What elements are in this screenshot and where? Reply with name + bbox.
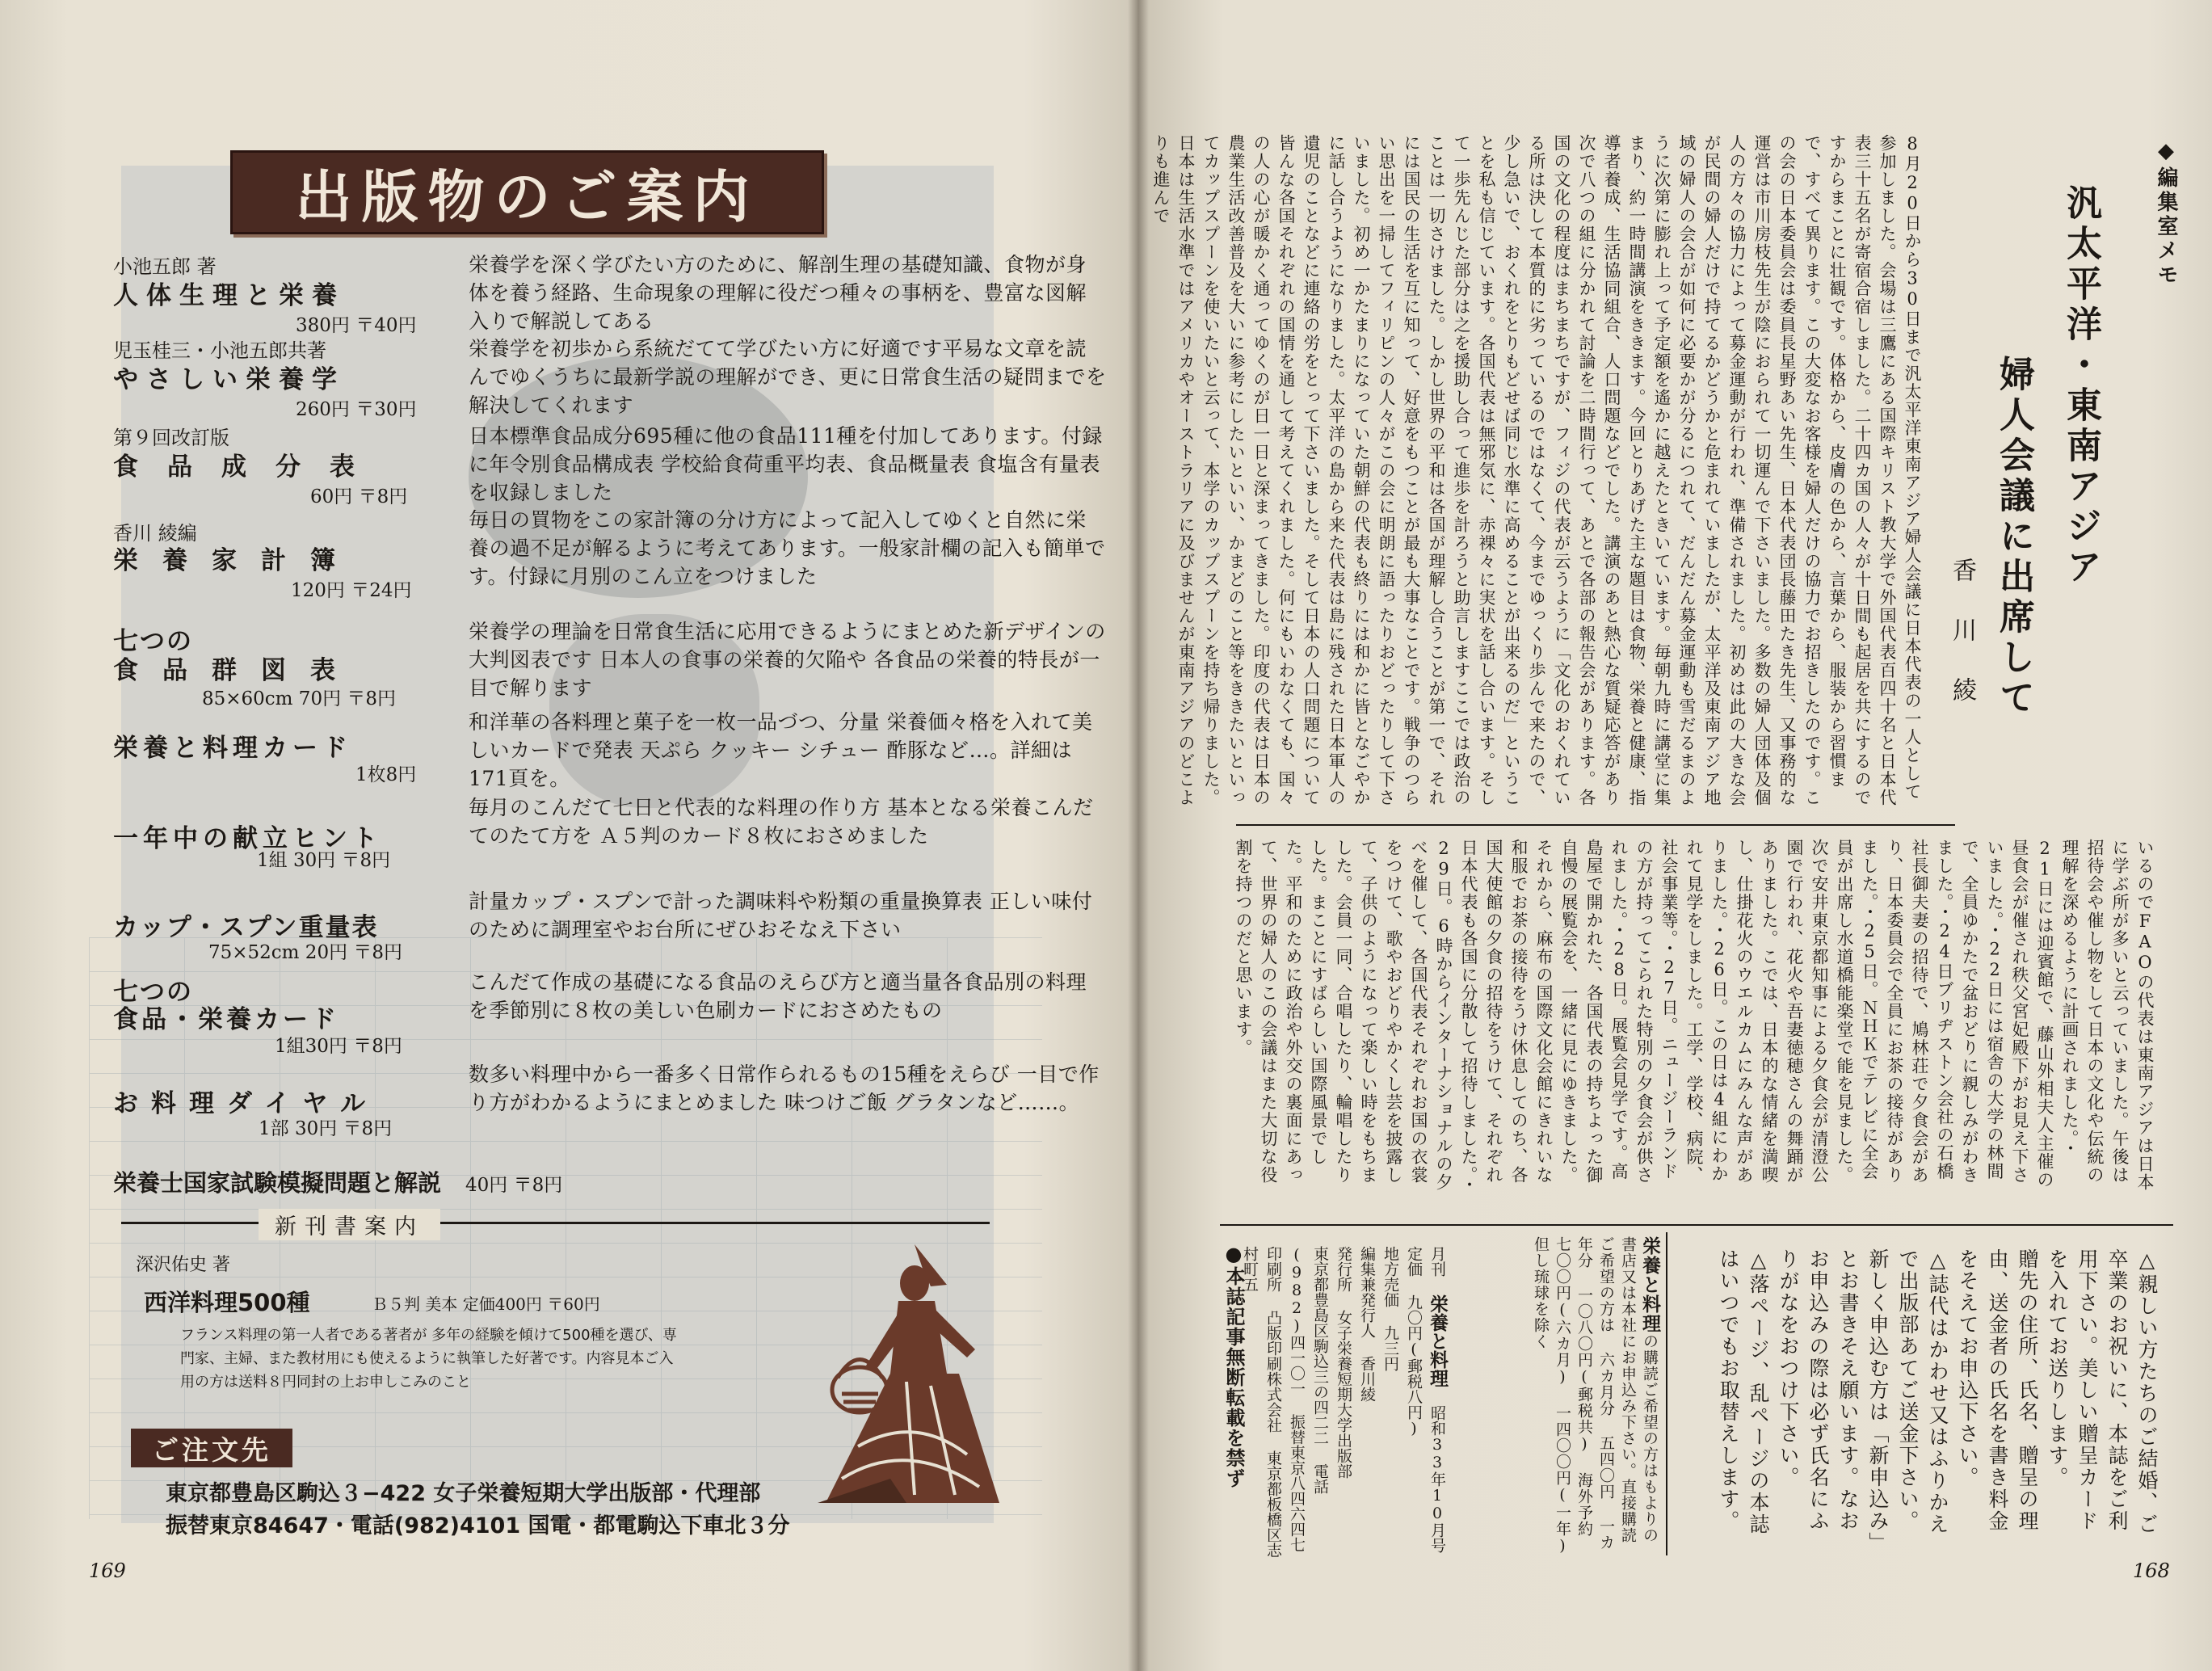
colophon <box>1241 1246 1449 1561</box>
article-author: 香川綾 <box>1948 558 1976 737</box>
colophon-price: 定価 九〇円(郵税八円) <box>1405 1246 1423 1437</box>
book-author: 小池五郎 著 <box>113 255 217 278</box>
book-title-line2: 食品群図表 <box>113 656 360 685</box>
article-title-line2: 婦人会議に出席して <box>1993 356 2034 719</box>
book-entry <box>113 506 1106 603</box>
order-phone: 振替東京84647・電話(982)4101 国電・都電駒込下車北３分 <box>166 1513 790 1538</box>
book-description: 日本標準食品成分695種に他の食品111種を付加してあります。付録に年令別食品構成表 学校給食荷重平均表、食品概量表 食塩含有量表を収録しました <box>469 424 1103 504</box>
book-price: 1組30円 〒8円 <box>275 1036 402 1057</box>
colophon-address: 東京都豊島区駒込三の四二二 電話(982)四一〇一 振替東京八四六四七 <box>1288 1246 1329 1552</box>
book-entry <box>113 966 1087 1063</box>
section-divider <box>121 1222 990 1224</box>
colophon-issue: 昭和33年10月号 <box>1428 1405 1446 1553</box>
book-author: 第９回改訂版 <box>113 427 229 449</box>
book-title: 七つの <box>113 978 193 1007</box>
book-author: 香川 綾編 <box>113 522 197 545</box>
colophon-monthly: 月刊 <box>1428 1246 1446 1277</box>
copyright-notice: ●本誌記事無断転載を禁ず <box>1222 1243 1245 1488</box>
editorial-memo-heading: ◆編集室メモ <box>2154 139 2178 288</box>
note-item: △誌代はかわせ又はふりかえで出版部あてご送金下さい。新しく申込む方は「新申込み」とお書きそえ願います。なお お申込みの際は必ず氏名にふりがなをおつけ下さい。 <box>1777 1248 1949 1544</box>
new-book-spec: Ｂ５判 美本 定価400円 〒60円 <box>372 1294 600 1314</box>
order-heading: ご注文先 <box>131 1429 292 1467</box>
book-gutter <box>1128 0 1149 1671</box>
book-price: 380円 〒40円 <box>296 315 417 336</box>
new-book-author: 深沢佑史 著 <box>136 1255 230 1275</box>
book-entry <box>113 887 1093 976</box>
book-description: 毎日の買物をこの家計簿の分け方によって記入してゆくと自然に栄養の過不足が解るように考えてあります。一般家計欄の記入も簡単です。付録に月別のこん立をつけました <box>469 508 1106 588</box>
book-title: 栄養と料理カード <box>113 734 352 763</box>
note-item: 贈先の住所、氏名、贈呈の理由、送金者の氏名を書き料金をそえてお申込下さい。 <box>1956 1248 2039 1532</box>
exam-book-title: 栄養士国家試験模擬問題と解説 <box>113 1169 442 1197</box>
book-price: 1枚8円 <box>355 764 417 785</box>
colophon-magazine: 栄養と料理 <box>1427 1294 1448 1387</box>
book-description: 計量カップ・スプンで計った調味料や粉類の重量換算表 正しい味付のために調理室やお台所にぜひおそなえ下さい <box>469 890 1093 941</box>
book-title: 七つの <box>113 627 193 656</box>
book-description: 栄養学を初歩から系統だてて学びたい方に好適です平易な文章を読んでゆくうちに最新学説の理解ができ、更に日常食生活の疑問までを解決してくれます <box>469 337 1107 417</box>
editorial-notes <box>1677 1248 2162 1551</box>
book-title: やさしい栄養学 <box>113 365 345 394</box>
subscription-title: 栄養と料理 <box>1639 1236 1660 1333</box>
article-body-lower: いるのでFAOの代表は東南アジアは日本に学ぶ所が多いと云っていました。午後は招待会や催し物をして日本の文化や伝統の理解を深めるように計画されました。・21日には迎賓館で、藤山外相夫人主催の昼食会が催され秩父宮妃殿下がお見え下さいました。・22日には宿舎の大学の林間で、全員ゆかたで盆おどりに親しみがわきました。・24日ブリヂストン会社の石橋社長御夫妻の招待で、鳩林荘で夕食会があり、日本委員会で全員にお茶の接待がありました。・25日。ＮＨＫでテレビに全会員が出席し水道橋能楽堂で能を見ました。次で安井東京都知事による夕食会が清澄公園で行われ、花火や吾妻徳穂さんの舞踊がありました。こでは、日本的な情緒を満喫し、仕掛花火のウエルカムにみんな声がありました。・26日。この日は4組にわかれて見学をしました。工学、学校、病院、社会事業等。・27日。ニュージーランドの方が持ってこられた特別の夕食会が供されました。・28日。展覧会見学です。高島屋で開かれた、各国代表の持ちよった御自慢の展覧会を、一緒に見にゆきました。それから、麻布の国際文化会館にきれいな和服でお茶の接待をうけ休息してのち、各国大使館の夕食の招待をうけて、それぞれ日本代表も各国に分散して招待しました。・29日。6時からインターナショナルの夕べを催して、各国代表それぞれお国の衣裳をつけて、歌やおどりやかくし芸を披露して、子供のようになって楽しい時をもちました。会員一同、合唱したり、輪唱したりした。まことにすばらしい国際風景でした。平和のために政治や外交の裏面にあって、世界の婦人のこの会議はまた大切な役割を持つのだと思います。 <box>1234 839 2155 1194</box>
book-entry <box>113 1060 1100 1149</box>
new-books-heading: 新刊書案内 <box>259 1209 440 1240</box>
book-price: 1組 30円 〒8円 <box>257 850 391 871</box>
book-title: 人体生理と栄養 <box>113 281 345 310</box>
woman-with-basket-illustration <box>793 1236 1003 1515</box>
book-price: 60円 〒8円 <box>310 486 408 507</box>
page-number: 168 <box>2133 1559 2170 1582</box>
book-entry <box>113 793 1094 882</box>
note-item: △親しい方たちのご結婚、ご卒業のお祝いに、本誌をご利用下さい。美しい贈呈カードを入れてお送りします。 <box>2046 1248 2159 1535</box>
new-book-description: フランス料理の第一人者である著者が 多年の経験を傾けて500種を選び、専門家、主婦、また教材用にも使えるように執筆した好著です。内容見本ご入用の方は送料８円同封の上お申しこみのこと <box>180 1327 677 1391</box>
book-price: 75×52cm 20円 〒8円 <box>208 942 403 963</box>
book-description: 数多い料理中から一番多く日常作られるもの15種をえらび 一目で作り方がわかるようにまとめました 味つけご飯 グラタンなど……。 <box>469 1063 1100 1114</box>
subscription-info <box>1450 1236 1660 1555</box>
note-item: △落ページ、乱ページの本誌はいつでもお取替えします。 <box>1717 1248 1770 1535</box>
book-description: 和洋華の各料理と菓子を一枚一品づつ、分量 栄養価々格を入れて美しいカードで発表 天ぷら クッキー シチュー 酢豚など…。詳細は171頁を。 <box>469 710 1093 790</box>
book-entry <box>113 250 1087 339</box>
colophon-editor: 編集兼発行人 香川綾 <box>1358 1246 1376 1402</box>
book-entry <box>113 422 1103 511</box>
book-description: 栄養学の理論を日常食生活に応用できるようにまとめた新デザインの大判図表です 日本人の食事の栄養的欠陥や 各食品の栄養的特長が一目で解ります <box>469 620 1106 700</box>
exam-book <box>113 1165 562 1198</box>
column-divider <box>1236 824 1955 826</box>
column-divider <box>1666 1232 1667 1555</box>
book-title: 一年中の献立ヒント <box>113 824 382 853</box>
book-price: 85×60cm 70円 〒8円 <box>202 688 397 709</box>
article-title-line1: 汎太平洋・東南アジア <box>2060 184 2101 588</box>
book-title: お料理ダイヤル <box>113 1089 379 1118</box>
page-title: 出版物のご案内 <box>230 150 824 234</box>
subscription-text: の購読ご希望の方はもよりの書店又は本社にお申込み下さい。直接購読ご希望の方は 六カ月分 五四〇円 一カ年分 一〇八〇円(郵税共) 海外予約 七〇〇円(六カ月) 一四〇〇円(一年) 但し琉球を除く <box>1532 1236 1659 1555</box>
book-entry <box>113 335 1107 423</box>
page-number: 169 <box>89 1559 126 1582</box>
book-description: こんだて作成の基礎になる食品のえらび方と適当量各食品別の料理を季節別に８枚の美しい色刷カードにおさめたもの <box>469 970 1087 1022</box>
book-title: 栄養家計簿 <box>113 546 360 575</box>
new-book-title: 西洋料理500種 <box>144 1289 310 1316</box>
new-book-entry <box>136 1251 701 1391</box>
book-description: 毎月のこんだて七日と代表的な料理の作り方 基本となる栄養こんだてのたて方を Ａ５判のカード８枚におさめました <box>469 796 1094 848</box>
exam-book-price: 40円 〒8円 <box>465 1175 563 1196</box>
colophon-local-price: 地方売価 九三円 <box>1381 1246 1399 1371</box>
book-title: 食品成分表 <box>113 452 384 482</box>
book-author: 児玉桂三・小池五郎共著 <box>113 339 326 362</box>
article-body-upper: 8月20日から30日まで汎太平洋東南アジア婦人会議に日本代表の一人として参加しました。会場は三鷹にある国際キリスト教大学で外国代表百四十名と日本代表三十五名が寄宿合宿しました。二十四カ国の人々が十日間も起居を共にするのですからまことに壮観です。体格から、皮膚の色から、言葉から、服装から習慣まで、すべて異ります。この大変なお客様を婦人だけの協力でお招きしたのです。この会の日本委員会は委員長星野あい先生、日本代表団長藤田たき先生、又事務的な運営は市川房枝先生が陰におられて一切運んで下さいました。多数の婦人団体及個人の方々の協力によって募金運動が行われ、準備されました。初めは此の大きな会が民間の婦人だけで持てるかどうかと危まれていましたが、太平洋及東南アジア地域の婦人の会合が如何に必要かが分るにつれて、だんだん募金運動も雪だるまのように次第に膨れ上って予定額を遙かに越えたときいています。毎朝九時に講堂に集まり、約一時間講演をききます。今回とりあげた主な題目は食物、栄養と健康、指導者養成、生活協同組合、人口問題などでした。講演のあと熱心な質疑応答があり次で八つの組に分かれて討論を二時間行って、あとで各部の報告会があります。各国の文化の程度はまちまちですが、フィジの代表が云うように「文化のおくれている所は決して本質的に劣っているのではなくて、今までゆっくり歩んで来たので、少し急いで、おくれをとりもどせば同じ水準に高めることが出来るのだ」ということを私も信じています。各国代表は無邪気に、赤裸々に実状を話し合います。そして一歩先んじた部分は之を援助し合って進歩を計ろうと助言しますここでは政治のことは一切さけました。しかし世界の平和は各国が理解し合うことが第一で、それには国民の生活を互に知って、好意をもつことが最も大事なことです。戦争のつらい思出を一掃してフィリピンの人々がこの会に明朗に語ったりおどったりして下さいました。初め一かたまりになっていた朝鮮の代表も終りには和かに皆となごやかに話し合うようになりました。太平洋の島から来た代表は島に残された日本軍人の遺児のことなどに連絡の労をとって下さいました。そして日本の人口問題について皆んな各国それぞれの国情を通して考えてくれました。何にもいわなくても、国々の人の心が暖かく通ってゆくのが日一日と深まってきました。印度の代表は日本の農業生活改善普及を大いに参考にしたいといい、かまどのこと等をききたいといってカップスプーンを使いたいと云って、本学のカップスプーンを持ち帰りました。日本は生活水準ではアメリカやオーストラリアに及びませんが東南アジアのどこよりも進んで <box>1151 134 1922 807</box>
book-price: 260円 〒30円 <box>296 399 417 420</box>
book-title: カップ・スプン重量表 <box>113 913 379 942</box>
book-price: 120円 〒24円 <box>291 580 412 601</box>
book-description: 栄養学を深く学びたい方のために、解剖生理の基礎知識、食物が身体を養う経路、生命現象の理解に役だつ種々の事柄を、豊富な図解入りで解説してある <box>469 253 1087 333</box>
section-divider <box>1220 1224 2173 1226</box>
book-entry <box>113 708 1093 797</box>
book-title-line2: 食品・栄養カード <box>113 1005 339 1034</box>
colophon-publisher: 発行所 女子栄養短期大学出版部 <box>1335 1246 1352 1479</box>
colophon-printer: 印刷所 凸版印刷株式会社 東京都板橋区志村町五 <box>1241 1246 1282 1558</box>
order-address: 東京都豊島区駒込３−422 女子栄養短期大学出版部・代理部 <box>166 1481 761 1506</box>
book-entry <box>113 612 1106 709</box>
book-price: 1部 30円 〒8円 <box>259 1118 393 1139</box>
